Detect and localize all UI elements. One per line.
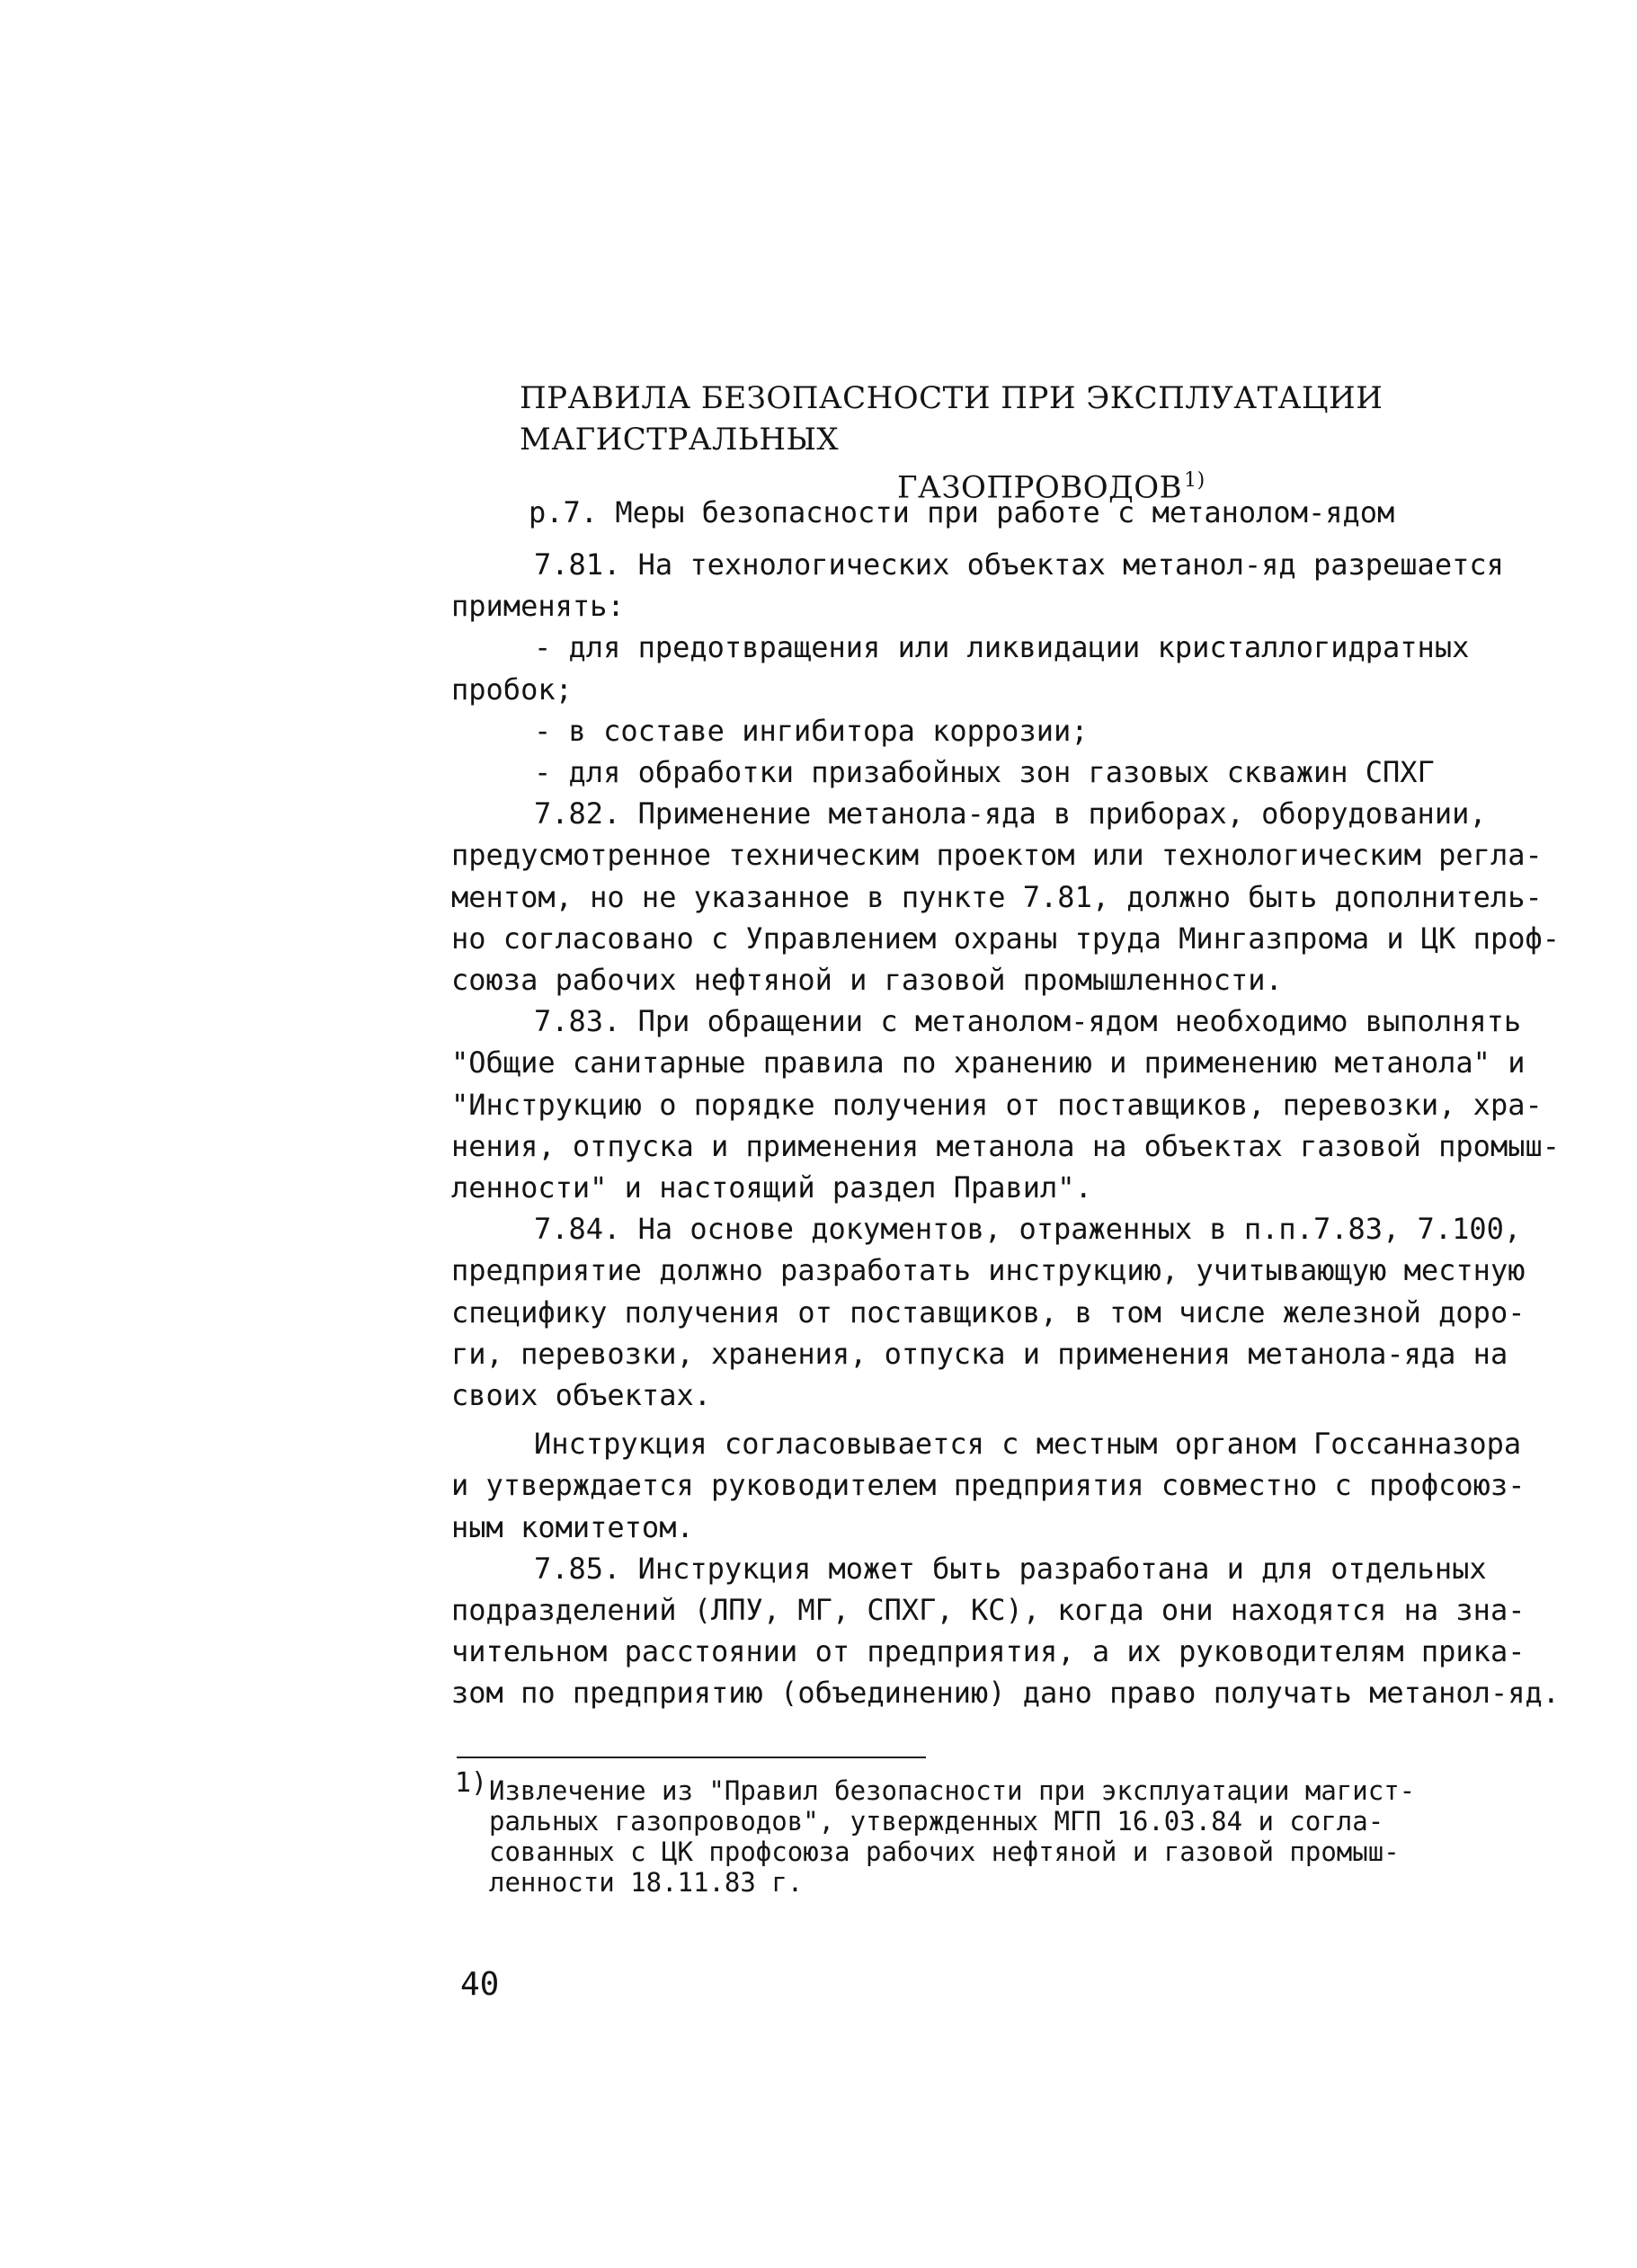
footnote [455,1767,1516,1898]
paragraph-line: 7.84. На основе документов, отраженных в п.п.7.83, 7.100, [534,1212,1522,1247]
document-title [520,378,1508,508]
footnote-line: Извлечение из "Правил безопасности при эксплуатации магист- [489,1775,1416,1806]
title-line-2-text: ГАЗОПРОВОДОВ [897,469,1183,506]
paragraph-line: ленности" и настоящий раздел Правил". [451,1170,1092,1205]
footnote-line: сованных с ЦК профсоюза рабочих нефтяной и газовой промыш- [489,1837,1400,1867]
paragraph-line: "Общие санитарные правила по хранению и применению метанола" и [451,1045,1526,1081]
section-heading: р.7. Меры безопасности при работе с метанолом-ядом [529,495,1395,529]
footnote-divider [457,1757,926,1758]
footnote-line: ленности 18.11.83 г. [489,1867,804,1898]
paragraph-line: - в составе ингибитора коррозии; [534,713,1089,748]
title-line-1: ПРАВИЛА БЕЗОПАСНОСТИ ПРИ ЭКСПЛУАТАЦИИ МАГИСТРАЛЬНЫХ [520,380,1383,458]
footnote-line: ральных газопроводов", утвержденных МГП 16.03.84 и согла- [489,1806,1384,1837]
paragraph-line: применять: [451,589,625,624]
paragraph-line: своих объектах. [451,1378,711,1413]
paragraph-line: пробок; [451,672,573,707]
paragraph-line: зом по предприятию (объединению) дано право получать метанол-яд. [451,1676,1560,1711]
paragraph-line: и утверждается руководителем предприятия совместно с профсоюз- [451,1468,1526,1503]
paragraph-line: - для обработки призабойных зон газовых скважин СПХГ [534,755,1435,790]
paragraph-line: 7.83. При обращении с метанолом-ядом необходимо выполнять [534,1004,1522,1039]
paragraph-line: "Инструкцию о порядке получения от поставщиков, перевозки, хра- [451,1087,1543,1122]
paragraph-line: 7.82. Применение метанола-яда в приборах, оборудовании, [534,796,1487,832]
paragraph-line: ментом, но не указанное в пункте 7.81, должно быть дополнитель- [451,879,1543,914]
paragraph-line: Инструкция согласовывается с местным органом Госсанназора [534,1427,1522,1462]
paragraph-line: но согласовано с Управлением охраны труда Мингазпрома и ЦК проф- [451,921,1560,956]
paragraph-line: ным комитетом. [451,1509,694,1544]
paragraph-line: 7.81. На технологических объектах метанол-яд разрешается [534,547,1504,582]
paragraph-line: ги, перевозки, хранения, отпуска и применения метанола-яда на [451,1336,1508,1371]
document-body [451,544,1584,1714]
paragraph-line: союза рабочих нефтяной и газовой промышленности. [451,963,1283,998]
page-number: 40 [460,1966,500,2003]
paragraph-line: нения, отпуска и применения метанола на объектах газовой промыш- [451,1128,1560,1163]
paragraph-line: 7.85. Инструкция может быть разработана и для отдельных [534,1551,1487,1586]
paragraph-line: специфику получения от поставщиков, в том числе железной доро- [451,1294,1526,1330]
paragraph-line: предприятие должно разработать инструкцию, учитывающую местную [451,1253,1526,1288]
paragraph-line: подразделений (ЛПУ, МГ, СПХГ, КС), когда они находятся на зна- [451,1593,1526,1628]
paragraph-line: - для предотвращения или ликвидации кристаллогидратных [534,630,1470,665]
title-footnote-marker: 1) [1184,469,1206,492]
paragraph-line: чительном расстоянии от предприятия, а их руководителям прика- [451,1634,1526,1669]
paragraph-line: предусмотренное техническим проектом или технологическим регла- [451,838,1543,873]
footnote-marker: 1) [455,1767,488,1799]
